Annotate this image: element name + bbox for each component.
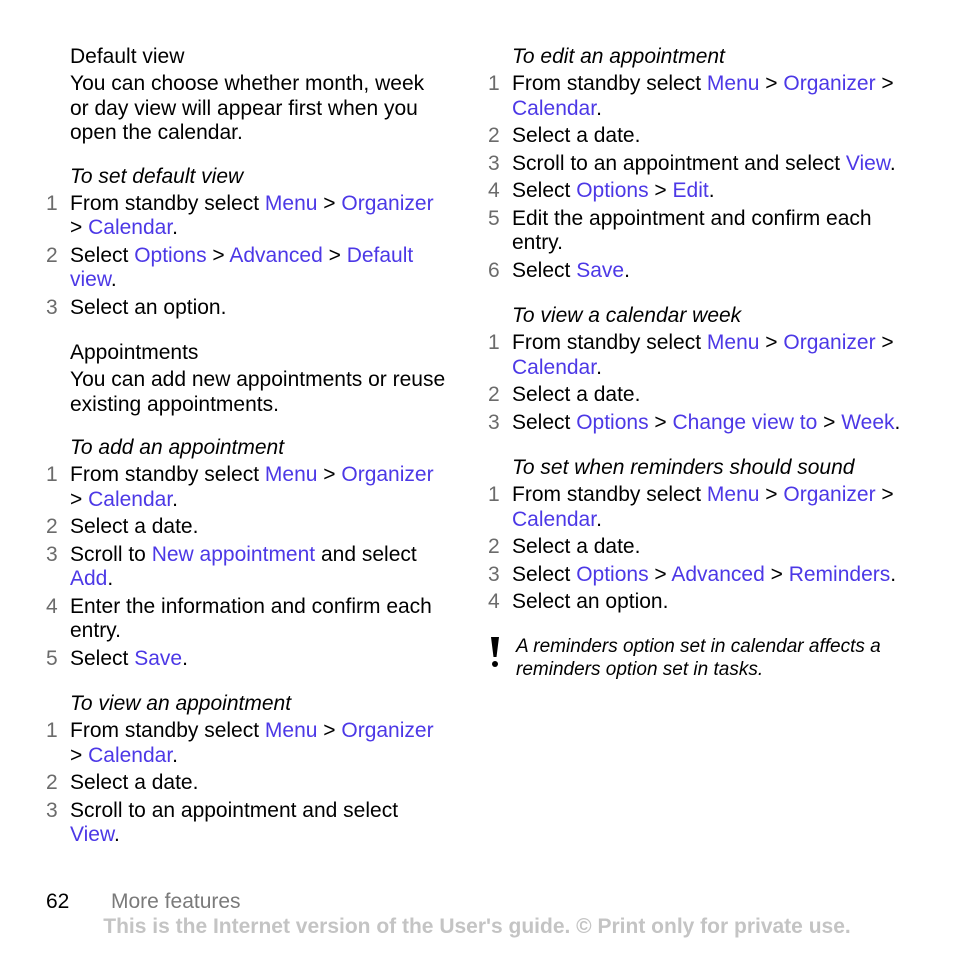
step-number: 4 [46,594,58,618]
step-text-part: > [759,331,784,354]
left-column [46,44,446,868]
step-text [70,543,446,592]
exclamation-icon [488,635,516,681]
procedure-title-add-appointment: To add an appointment [70,436,285,459]
menu-path-link[interactable]: Calendar [512,355,597,379]
procedure-title-set-default-view: To set default view [70,164,244,188]
default-view-intro: You can choose whether month, week or day view will appear first when you open the calendar. [70,72,425,144]
step-number: 5 [488,206,500,230]
step-text-part: > [764,562,789,586]
step-number: 4 [488,590,500,613]
step-item [46,543,446,592]
menu-path-link[interactable]: Add [70,567,108,590]
step-number: 2 [46,515,58,538]
menu-path-link[interactable]: Menu [706,331,760,354]
step-text-part: Select a date. [70,515,199,538]
menu-path-link[interactable]: View [845,151,890,175]
step-item [46,799,446,848]
step-text-part: . [172,216,179,239]
step-text [512,72,908,121]
step-item [488,331,908,380]
menu-path-link[interactable]: Week [841,410,895,434]
step-text-part: > [817,410,842,434]
step-text-part: > [70,216,89,239]
steps-view-week [488,331,908,435]
step-number: 1 [488,72,500,95]
menu-path-link[interactable]: View [70,823,114,846]
step-item [46,647,446,672]
step-text-part: . [596,96,602,120]
step-text-part: > [322,243,347,267]
step-text-part: . [708,179,715,202]
step-text-part: . [182,646,188,670]
step-number: 4 [488,179,500,202]
step-number: 2 [488,383,500,406]
step-text-part: Select an option. [70,295,227,319]
section-heading-appointments: Appointments [70,341,199,364]
step-text-part: . [172,743,179,767]
step-text-part: From standby select [70,719,265,742]
step-number: 2 [488,124,500,147]
step-text [70,244,446,293]
note-box [488,635,908,681]
step-text-part: Scroll to [70,542,152,566]
step-text-part: > [759,72,784,95]
step-text [512,411,908,436]
step-text-part: . [624,258,630,282]
step-text-part: Select an option. [512,590,669,613]
step-text-part: Edit the appointment and confirm each entry. [512,206,872,254]
step-number: 6 [488,258,500,282]
step-text [512,483,908,532]
menu-path-link[interactable]: Organizer [341,463,434,486]
step-number: 2 [488,535,500,558]
step-text-part: > [759,483,784,506]
step-number: 2 [46,243,58,267]
step-item [488,590,908,615]
step-number: 3 [46,798,58,822]
step-item [46,463,446,512]
step-text [70,719,446,768]
procedure-title-view-week: To view a calendar week [512,304,742,327]
menu-path-link[interactable]: Calendar [512,96,597,120]
page-number: 62 [46,890,70,913]
menu-path-link[interactable]: Calendar [88,743,173,767]
menu-path-link[interactable]: Save [576,258,625,282]
menu-path-link[interactable]: Calendar [512,507,597,531]
step-number: 3 [46,542,58,566]
step-text [512,124,908,149]
step-text-part: . [596,355,602,379]
step-text-part: Select a date. [70,771,199,794]
step-text [512,207,908,256]
step-text-part: > [875,483,894,506]
step-text-part: > [317,463,342,486]
menu-path-link[interactable]: Organizer [783,331,876,354]
menu-path-link[interactable]: Calendar [88,216,173,239]
menu-path-link[interactable]: Edit [672,179,709,202]
step-text [70,192,446,241]
step-item [46,192,446,241]
step-number: 5 [46,646,58,670]
menu-path-link[interactable]: Options [576,410,649,434]
menu-path-link[interactable]: Options [576,179,649,202]
step-number: 3 [488,562,500,586]
step-number: 1 [46,463,58,486]
menu-path-link[interactable]: Organizer [341,719,434,742]
step-text-part: From standby select [512,483,707,506]
appointments-intro: You can add new appointments or reuse existing appointments. [70,368,446,416]
step-text-part: Select a date. [512,383,641,406]
step-text-part: Scroll to an appointment and select [512,151,846,175]
menu-path-link[interactable]: Menu [264,719,318,742]
step-number: 3 [46,295,58,319]
step-text [70,296,446,321]
menu-path-link[interactable]: Advanced [229,243,323,267]
step-text [70,463,446,512]
step-item [46,515,446,540]
step-item [46,771,446,796]
step-text [70,799,446,848]
menu-path-link[interactable]: Calendar [88,487,173,511]
steps-reminders [488,483,908,615]
menu-path-link[interactable]: Advanced [671,562,765,586]
step-number: 1 [488,331,500,354]
procedure-title-view-appointment: To view an appointment [70,692,292,715]
step-text-part: From standby select [70,463,265,486]
step-text-part: Select [512,258,577,282]
step-item [46,296,446,321]
step-item [488,563,908,588]
step-text-part: > [648,179,673,202]
menu-path-link[interactable]: Default view [70,243,414,291]
step-text-part: Select [512,179,577,202]
step-text-part: . [172,487,179,511]
step-number: 1 [46,719,58,742]
menu-path-link[interactable]: Menu [264,191,318,215]
menu-path-link[interactable]: Menu [706,483,760,506]
step-text-part: Select [512,410,577,434]
procedure-title-reminders: To set when reminders should sound [512,456,855,479]
step-text [70,647,446,672]
step-item [488,207,908,256]
step-text-part: > [875,331,894,354]
step-text-part: > [317,719,342,742]
step-text-part: Select [70,243,135,267]
step-text [512,383,908,408]
step-number: 2 [46,771,58,794]
step-item [488,152,908,177]
step-text-part: . [889,151,896,175]
step-text-part: . [110,268,117,291]
step-text [512,152,908,177]
step-text-part: > [206,243,230,267]
step-text-part: From standby select [70,191,265,215]
step-text-part: > [70,743,89,767]
footer-section-title: More features [111,890,241,913]
menu-path-link[interactable]: Change view to [672,410,818,434]
step-text-part: From standby select [512,331,707,354]
step-item [46,595,446,644]
step-text-part: > [317,191,342,215]
step-text [512,590,908,615]
step-text [512,535,908,560]
step-text-part: Select [70,646,135,670]
step-number: 1 [488,483,500,506]
step-text [70,771,446,796]
menu-path-link[interactable]: Organizer [341,191,434,215]
menu-path-link[interactable]: Options [576,562,649,586]
step-text-part: > [875,72,894,95]
menu-path-link[interactable]: Organizer [783,483,876,506]
footer-disclaimer: This is the Internet version of the User's guide. © Print only for private use. [103,915,851,938]
step-number: 1 [46,191,58,215]
menu-path-link[interactable]: Save [134,646,183,670]
step-item [488,259,908,284]
step-text-part: > [70,487,89,511]
steps-add-appointment [46,463,446,671]
step-number: 3 [488,151,500,175]
step-text-part: > [648,562,672,586]
step-text-part: . [107,567,114,590]
step-text [512,563,908,588]
step-item [488,72,908,121]
step-text-part: Select [512,562,577,586]
menu-path-link[interactable]: Organizer [783,72,876,95]
step-text-part: and select [315,542,417,566]
step-text-part: . [596,507,602,531]
step-number: 3 [488,410,500,434]
step-text-part: . [890,562,897,586]
steps-view-appointment [46,719,446,848]
step-text-part: Select a date. [512,535,641,558]
step-item [46,244,446,293]
step-item [488,535,908,560]
step-text-part: . [894,410,901,434]
step-item [488,483,908,532]
step-item [488,179,908,204]
procedure-title-edit-appointment: To edit an appointment [512,45,725,68]
steps-set-default-view [46,192,446,321]
step-text [512,331,908,380]
step-text-part: Select a date. [512,124,641,147]
menu-path-link[interactable]: Options [134,243,207,267]
step-text [70,595,446,644]
right-column [488,44,908,681]
step-text [512,179,908,204]
step-text-part: . [113,823,120,846]
step-item [488,124,908,149]
step-text [512,259,908,284]
step-text-part: Enter the information and confirm each entry. [70,594,432,642]
menu-path-link[interactable]: New appointment [151,542,316,566]
step-item [46,719,446,768]
step-text [70,515,446,540]
step-text-part: > [648,410,673,434]
step-item [488,411,908,436]
menu-path-link[interactable]: Reminders [788,562,891,586]
steps-edit-appointment [488,72,908,283]
step-text-part: From standby select [512,72,707,95]
menu-path-link[interactable]: Menu [706,72,760,95]
step-item [488,383,908,408]
section-heading-default-view: Default view [70,45,185,68]
note-text: A reminders option set in calendar affects a reminders option set in tasks. [516,635,881,680]
step-text-part: Scroll to an appointment and select [70,798,399,822]
menu-path-link[interactable]: Menu [264,463,318,486]
